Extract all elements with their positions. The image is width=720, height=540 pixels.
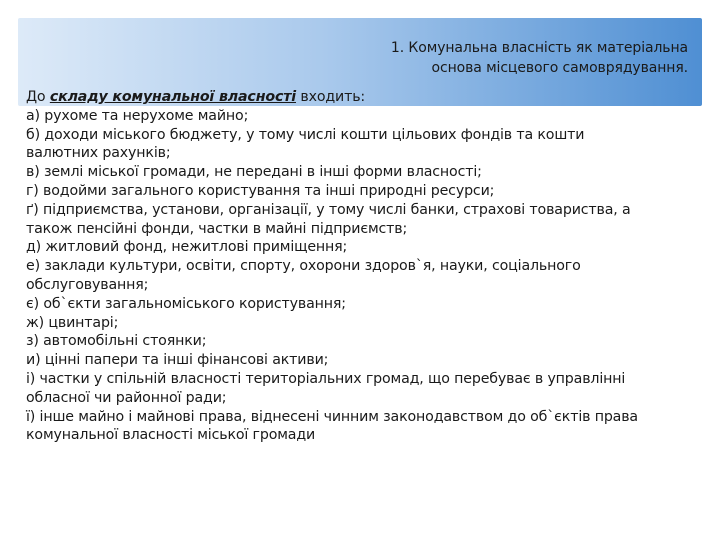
list-item: е) заклади культури, освіти, спорту, охорони здоров`я, науки, соціального xyxy=(26,258,581,275)
list-item: і) частки у спільній власності територіальних громад, що перебуває в управлінні xyxy=(26,370,626,387)
list-item: комунальної власності міської громади xyxy=(26,427,316,444)
list-item: а) рухоме та нерухоме майно; xyxy=(26,107,249,124)
intro-prefix: До xyxy=(26,89,50,105)
intro-line xyxy=(26,88,698,107)
slide-title xyxy=(308,38,688,78)
list-item: ґ) підприємства, установи, організації, у тому числі банки, страхові товариства, а xyxy=(26,201,631,218)
list-item: обласної чи районної ради; xyxy=(26,389,227,406)
list-item: з) автомобільні стоянки; xyxy=(26,333,207,350)
list-item: також пенсійні фонди, частки в майні підприємств; xyxy=(26,220,408,237)
list-item: б) доходи міського бюджету, у тому числі кошти цільових фондів та кошти xyxy=(26,126,585,143)
slide-title-line-1: 1. Комунальна власність як матеріальна xyxy=(390,40,688,56)
body-text xyxy=(26,88,698,445)
intro-term: складу комунальної власності xyxy=(49,89,296,105)
intro-suffix: входить: xyxy=(296,89,366,105)
list-item: д) житловий фонд, нежитлові приміщення; xyxy=(26,239,348,256)
list-item: обслуговування; xyxy=(26,276,149,293)
list-item: є) об`єкти загальноміського користування; xyxy=(26,295,346,312)
list-item: в) землі міської громади, не передані в інші форми власності; xyxy=(26,164,482,181)
list-item: и) цінні папери та інші фінансові активи; xyxy=(26,352,329,369)
list-item: валютних рахунків; xyxy=(26,145,171,162)
list-item: ї) інше майно і майнові права, віднесені чинним законодавством до об`єктів права xyxy=(26,408,638,425)
slide-title-line-2: основа місцевого самоврядування. xyxy=(431,60,688,76)
list-item: ж) цвинтарі; xyxy=(26,314,119,331)
list-item: г) водойми загального користування та інші природні ресурси; xyxy=(26,182,495,199)
